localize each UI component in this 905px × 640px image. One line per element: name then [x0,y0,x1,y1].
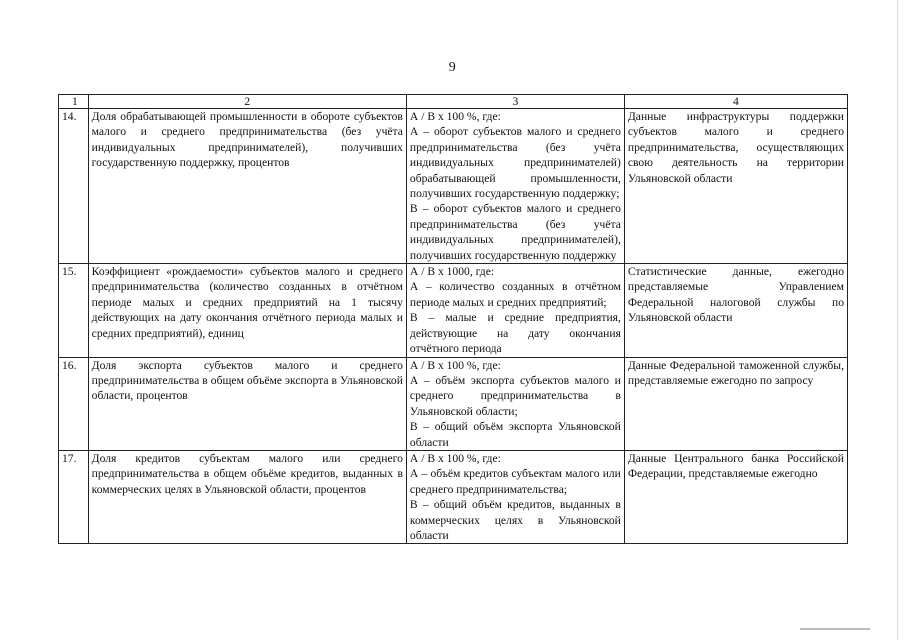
formula-line: А – количество созданных в отчётном периоде малых и средних предприятий; [409,280,621,309]
table-row [59,109,848,264]
table-row [59,450,848,543]
indicator-cell: Коэффициент «рождаемости» субъектов малого и среднего предпринимательства (количество созданных в отчётном периоде малых и средних предприятий на 1 тысячу действующих на дату окончания отчётного периода малых и средних предприятий), единиц [88,264,406,357]
table-row [59,264,848,357]
source-cell: Данные Федеральной таможенной службы, представляемые ежегодно по запросу [624,357,847,450]
column-header-4: 4 [624,95,847,109]
formula-line: А / В х 1000, где: [409,265,495,279]
formula-line: А – оборот субъектов малого и среднего предпринимательства (без учёта индивидуальных предпринимателей) обрабатывающей промышленности, получивших государственную поддержку; [409,125,621,201]
source-cell: Статистические данные, ежегодно представляемые Управлением Федеральной налоговой службы по Ульяновской области [624,264,847,357]
row-number: 15. [59,264,89,357]
formula-line: А / В х 100 %, где: [409,110,501,123]
indicators-table [58,94,848,544]
formula-line: А / В х 100 %, где: [409,451,501,465]
indicator-cell: Доля обрабатывающей промышленности в обороте субъектов малого и среднего предпринимательства (без учёта индивидуальных предпринимателей), получивших государственную поддержку, процентов [88,109,406,264]
formula-line: В – общий объём кредитов, выданных в коммерческих целях в Ульяновской области [409,498,621,542]
formula-cell [406,450,624,543]
row-number: 16. [59,357,89,450]
table-row [59,357,848,450]
page-number: 9 [448,60,457,75]
formula-cell [406,264,624,357]
row-number: 17. [59,450,89,543]
indicator-cell: Доля кредитов субъектам малого или среднего предпринимательства в общем объёме кредитов, выданных в коммерческих целях в Ульяновской области, процентов [88,450,406,543]
column-header-1: 1 [59,95,89,109]
source-cell: Данные Центрального банка Российской Федерации, представляемые ежегодно [624,450,847,543]
row-number: 14. [59,109,89,264]
indicator-cell: Доля экспорта субъектов малого и среднего предпринимательства в общем объёме экспорта в Ульяновской области, процентов [88,357,406,450]
source-cell: Данные инфраструктуры поддержки субъектов малого и среднего предпринимательства, осуществляющих свою деятельность на территории Ульяновской области [624,109,847,264]
scan-artifact [897,0,898,640]
scan-artifact [800,628,870,630]
formula-line: А – объём экспорта субъектов малого и среднего предпринимательства в Ульяновской области; [409,373,621,418]
column-header-3: 3 [406,95,624,109]
formula-cell [406,357,624,450]
formula-line: В – оборот субъектов малого и среднего предпринимательства (без учёта индивидуальных предпринимателей), получивших государственную поддержку [409,202,621,262]
column-header-2: 2 [88,95,406,109]
formula-line: А – объём кредитов субъектам малого или среднего предпринимательства; [409,467,621,496]
table-header-row [59,95,848,109]
formula-line: В – общий объём экспорта Ульяновской области [409,420,621,449]
formula-line: В – малые и средние предприятия, действующие на дату окончания отчётного периода [409,311,621,356]
formula-cell [406,109,624,264]
formula-line: А / В х 100 %, где: [409,358,501,372]
